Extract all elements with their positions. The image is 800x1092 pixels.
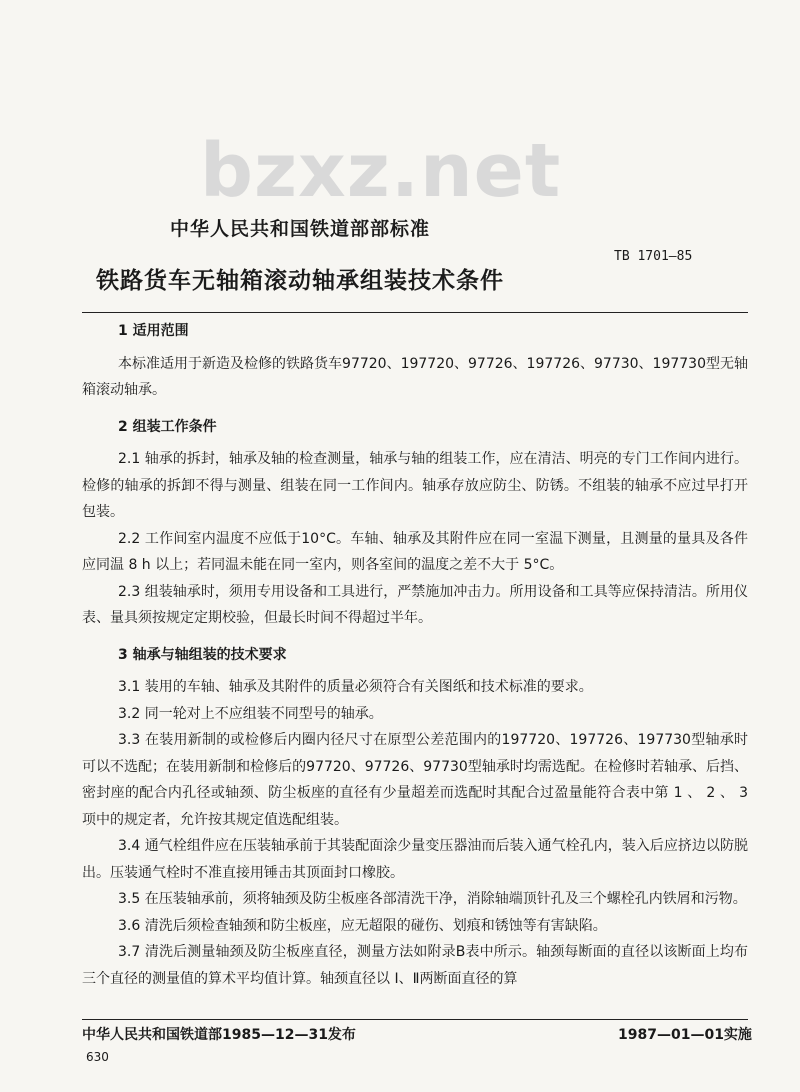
- clause-3-7: 3.7 清洗后测量轴颈及防尘板座直径，测量方法如附录B表中所示。轴颈每断面的直径以该断面上均布三个直径的测量值的算术平均值计算。轴颈直径以 Ⅰ、Ⅱ两断面直径的算: [82, 944, 748, 987]
- effective-date: 1987—01—01实施: [618, 1027, 752, 1043]
- document-title: 铁路货车无轴箱滚动轴承组装技术条件: [96, 268, 504, 294]
- clause-3-5: 3.5 在压装轴承前，须将轴颈及防尘板座各部清洗干净，消除轴端顶针孔及三个螺栓孔内铁屑和污物。: [118, 891, 747, 907]
- section-1-heading: 1 适用范围: [118, 323, 189, 339]
- section-1-paragraph: 本标准适用于新造及检修的铁路货车97720、197720、97726、197726、97730、197730型无轴箱滚动轴承。: [82, 355, 748, 398]
- watermark-text: bzxz.net: [200, 128, 562, 214]
- clause-3-4: 3.4 通气栓组件应在压装轴承前于其装配面涂少量变压器油而后装入通气栓孔内，装入后应挤边以防脱出。压装通气栓时不准直接用锤击其顶面封口橡胶。: [82, 838, 748, 881]
- clause-3-1: 3.1 装用的车轴、轴承及其附件的质量必须符合有关图纸和技术标准的要求。: [118, 679, 593, 695]
- clause-2-1: 2.1 轴承的拆封，轴承及轴的检查测量，轴承与轴的组装工作，应在清洁、明亮的专门工作间内进行。检修的轴承的拆卸不得与测量、组装在同一工作间内。轴承存放应防尘、防锈。不组装的轴承不应过早打开包装。: [82, 451, 748, 520]
- header-rule: [82, 312, 748, 313]
- issuer-heading: 中华人民共和国铁道部部标准: [170, 218, 431, 240]
- clause-3-6: 3.6 清洗后须检查轴颈和防尘板座，应无超限的碰伤、划痕和锈蚀等有害缺陷。: [118, 917, 607, 934]
- page-number: 630: [86, 1050, 109, 1064]
- section-3-heading: 3 轴承与轴组装的技术要求: [118, 646, 287, 663]
- issue-date: 中华人民共和国铁道部1985—12—31发布: [82, 1027, 356, 1043]
- standard-code: TB 1701—85: [614, 249, 693, 264]
- clause-2-2: 2.2 工作间室内温度不应低于10°C。车轴、轴承及其附件应在同一室温下测量，且测量的量具及各件应同温 8 h 以上；若同温未能在同一室内，则各室间的温度之差不大于 5°C。: [82, 530, 748, 573]
- section-2-heading: 2 组装工作条件: [118, 418, 217, 435]
- clause-2-3: 2.3 组装轴承时，须用专用设备和工具进行，严禁施加冲击力。所用设备和工具等应保持清洁。所用仪表、量具须按规定定期校验，但最长时间不得超过半年。: [82, 583, 748, 626]
- footer-rule: [82, 1019, 748, 1020]
- clause-3-3: 3.3 在装用新制的或检修后内圈内径尺寸在原型公差范围内的197720、197726、197730型轴承时可以不选配；在装用新制和检修后的97720、97726、97730型轴承时均需选配。在检修时若轴承、后挡、密封座的配合内孔径或轴颈、防尘板座的直径有少量超差而选配时其配合过盈量能符合表中第 1 、 2 、 3 项中的规定者，允许按其规定值选配组装。: [82, 732, 748, 828]
- document-body: [82, 318, 748, 992]
- clause-3-2: 3.2 同一轮对上不应组装不同型号的轴承。: [118, 705, 383, 722]
